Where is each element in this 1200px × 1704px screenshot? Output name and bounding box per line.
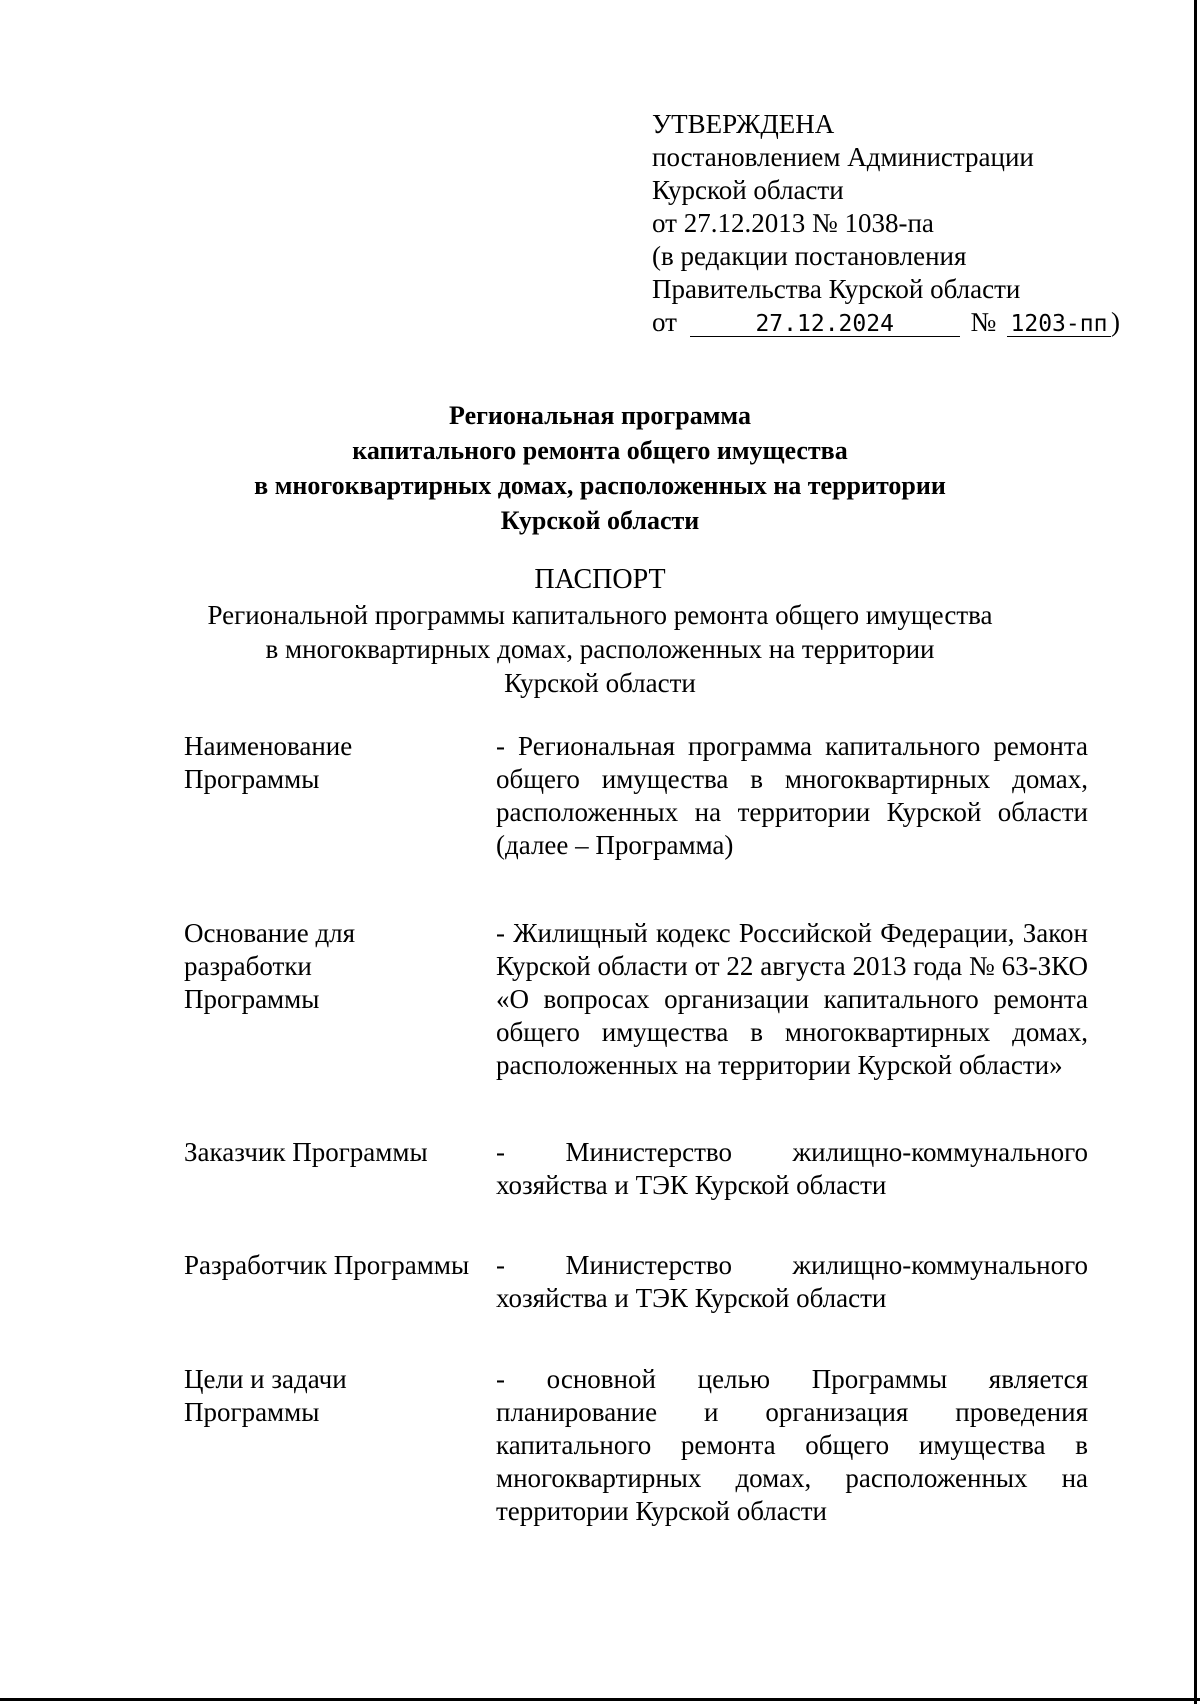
passport-row-goals	[184, 1363, 1088, 1528]
approval-date: 27.12.2024	[755, 311, 894, 337]
close-paren: )	[1110, 307, 1120, 337]
label-line: Цели и задачи	[184, 1364, 347, 1394]
row-label	[184, 730, 496, 862]
approval-line: от 27.12.2013 № 1038-па	[652, 208, 934, 238]
approval-line: постановлением Администрации	[652, 142, 1034, 172]
approval-stamp	[652, 108, 1120, 339]
row-value: - основной целью Программы является планирование и организация проведения капитального ремонта общего имущества в многоквартирных домах, расположенных на территории Курской области	[496, 1364, 1088, 1526]
title-line: Региональная программа	[449, 401, 751, 430]
approval-line: Правительства Курской области	[652, 274, 1021, 304]
row-label	[184, 1249, 496, 1315]
passport-table	[184, 730, 1088, 1528]
passport-row-developer	[184, 1249, 1088, 1315]
approval-line: Курской области	[652, 175, 844, 205]
title-line: капитального ремонта общего имущества	[352, 436, 848, 465]
approval-number: 1203-пп	[1010, 311, 1108, 337]
page-border-right	[1194, 0, 1197, 1704]
date-blank	[690, 308, 960, 337]
approval-line: (в редакции постановления	[652, 241, 967, 271]
passport-row-basis	[184, 917, 1088, 1082]
passport-heading: ПАСПОРТ	[534, 564, 666, 595]
label-line: Основание для	[184, 918, 356, 948]
passport-row-name	[184, 730, 1088, 862]
row-value: - Жилищный кодекс Российской Федерации, Закон Курской области от 22 августа 2013 года № 63-ЗКО «О вопросах организации капитального ремонта общего имущества в многоквартирных домах, расположенных на территории Курской области»	[496, 918, 1088, 1080]
number-prefix: №	[970, 307, 997, 337]
row-value: - Министерство жилищно-коммунального хозяйства и ТЭК Курской области	[496, 1137, 1088, 1200]
row-label	[184, 1363, 496, 1528]
row-label	[184, 917, 496, 1082]
title-line: Курской области	[500, 506, 700, 535]
page-border-bottom	[0, 1698, 1200, 1701]
label-line: Программы	[184, 764, 320, 794]
row-value: - Министерство жилищно-коммунального хозяйства и ТЭК Курской области	[496, 1250, 1088, 1313]
document-title	[0, 398, 1200, 538]
passport-row-customer	[184, 1136, 1088, 1202]
passport-subtitle-line: Курской области	[504, 668, 696, 698]
label-line: разработки	[184, 951, 312, 981]
passport-header	[0, 562, 1200, 700]
label-line: Наименование	[184, 731, 353, 761]
passport-subtitle-line: в многоквартирных домах, расположенных на территории	[265, 634, 935, 664]
approval-date-line	[652, 306, 1120, 339]
row-label	[184, 1136, 496, 1202]
approval-heading: УТВЕРЖДЕНА	[652, 109, 835, 139]
row-value: - Региональная программа капитального ремонта общего имущества в многоквартирных домах, расположенных на территории Курской области (далее – Программа)	[496, 731, 1088, 860]
number-blank	[1007, 308, 1111, 337]
passport-subtitle-line: Региональной программы капитального ремонта общего имущества	[207, 600, 993, 630]
label-line: Программы	[184, 1397, 320, 1427]
from-prefix: от	[652, 307, 677, 337]
label-line: Программы	[184, 984, 320, 1014]
label-line: Заказчик Программы	[184, 1137, 428, 1167]
label-line: Разработчик Программы	[184, 1250, 470, 1280]
title-line: в многоквартирных домах, расположенных на территории	[254, 471, 946, 500]
